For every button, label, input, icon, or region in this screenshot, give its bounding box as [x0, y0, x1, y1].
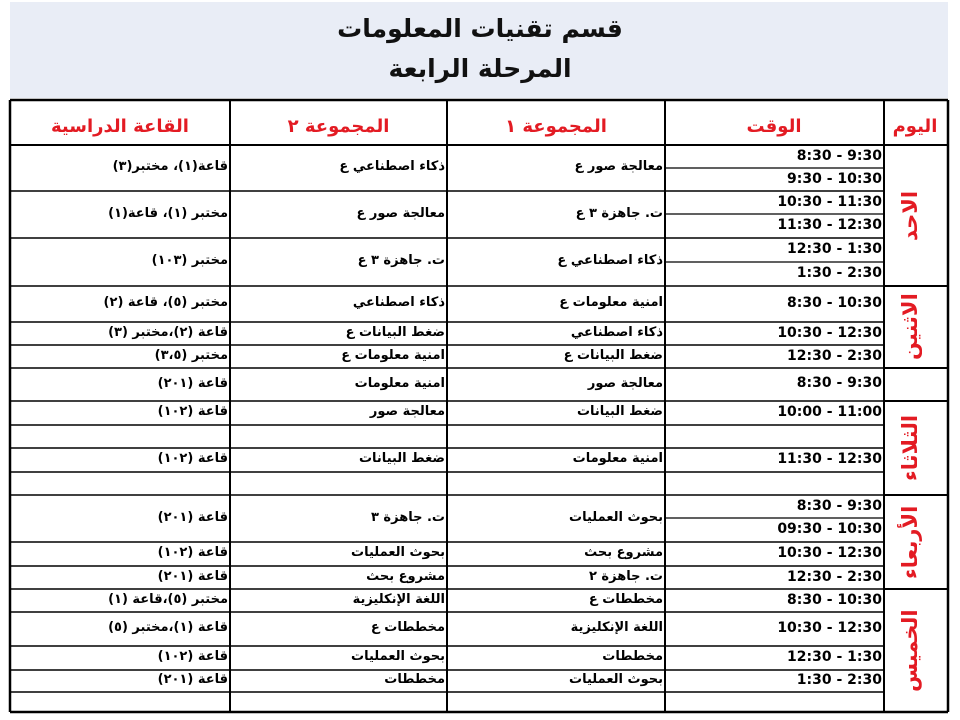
group2-course: مخططات ع: [370, 620, 445, 635]
time-slot: 8:30 - 9:30: [796, 375, 882, 391]
group1-course: ذكاء اصطناعي ع: [557, 253, 663, 268]
time-slot: 10:30 - 12:30: [777, 545, 882, 561]
time-slot: 09:30 - 10:30: [777, 521, 882, 537]
classroom: قاعة (١)،مختبر (٥): [108, 620, 228, 635]
classroom: قاعة (٢)،مختبر (٣): [108, 325, 228, 340]
group1-course: ذكاء اصطناعي: [570, 325, 663, 340]
group1-course: اللغة الإنكليزية: [570, 620, 663, 635]
group1-course: ت. جاهزة ٢: [588, 569, 663, 584]
group1-course: امنية معلومات ع: [559, 295, 663, 310]
group1-course: بحوث العمليات: [569, 672, 663, 687]
group2-course: ذكاء اصطناعي: [352, 295, 445, 310]
column-header-group2: المجموعة ٢: [287, 116, 390, 137]
time-slot: 11:30 - 12:30: [777, 451, 882, 467]
day-label: الأربعاء: [898, 505, 922, 579]
group1-course: ت. جاهزة ٣ ع: [575, 206, 663, 221]
group1-course: مخططات ع: [588, 592, 663, 607]
time-slot: 8:30 - 9:30: [796, 148, 882, 164]
time-slot: 9:30 - 10:30: [787, 171, 882, 187]
time-slot: 10:30 - 12:30: [777, 620, 882, 636]
group2-course: معالجة صور: [369, 404, 445, 419]
group2-course: مشروع بحث: [366, 569, 445, 584]
group1-course: ضغط البيانات: [576, 404, 663, 419]
time-slot: 10:30 - 11:30: [777, 194, 882, 210]
classroom: قاعة (١٠٢): [157, 649, 228, 664]
classroom: مختبر (١)، قاعة(١): [108, 206, 228, 221]
classroom: قاعة (٢٠١): [157, 510, 228, 525]
group1-course: مشروع بحث: [584, 545, 663, 560]
time-slot: 1:30 - 2:30: [796, 265, 882, 281]
group2-course: معالجة صور ع: [356, 206, 445, 221]
group2-course: ت. جاهزة ٣ ع: [357, 253, 445, 268]
time-slot: 12:30 - 1:30: [787, 649, 882, 665]
classroom: قاعة (١٠٢): [157, 545, 228, 560]
time-slot: 8:30 - 10:30: [787, 295, 882, 311]
group1-course: ضغط البيانات ع: [563, 348, 663, 363]
day-label: الثلاثاء: [898, 414, 922, 482]
group1-course: بحوث العمليات: [569, 510, 663, 525]
page-subtitle: المرحلة الرابعة: [388, 54, 572, 83]
time-slot: 12:30 - 1:30: [787, 241, 882, 257]
classroom: مختبر (٥)، قاعة (٢): [103, 295, 228, 310]
column-header-time: الوقت: [746, 116, 802, 137]
column-header-day: اليوم: [892, 116, 938, 137]
time-slot: 12:30 - 2:30: [787, 569, 882, 585]
time-slot: 8:30 - 9:30: [796, 498, 882, 514]
classroom: قاعة (٢٠١): [157, 672, 228, 687]
classroom: قاعة (١٠٢): [157, 404, 228, 419]
column-header-room: القاعة الدراسية: [51, 116, 189, 137]
group1-course: معالجة صور ع: [574, 159, 663, 174]
time-slot: 8:30 - 10:30: [787, 592, 882, 608]
day-label: الاحد: [898, 190, 922, 241]
group2-course: ضغط البيانات ع: [345, 325, 445, 340]
classroom: مختبر (٥)،قاعة (١): [108, 592, 228, 607]
group2-course: بحوث العمليات: [351, 649, 445, 664]
group2-course: بحوث العمليات: [351, 545, 445, 560]
group1-course: معالجة صور: [587, 376, 663, 391]
time-slot: 12:30 - 2:30: [787, 348, 882, 364]
group2-course: امنية معلومات ع: [341, 348, 445, 363]
group1-course: مخططات: [602, 649, 663, 664]
column-header-group1: المجموعة ١: [505, 116, 607, 137]
classroom: مختبر (١٠٣): [151, 253, 228, 268]
time-slot: 1:30 - 2:30: [796, 672, 882, 688]
classroom: مختبر (٣،٥): [154, 348, 228, 363]
day-label: الخميس: [898, 609, 922, 692]
group1-course: امنية معلومات: [572, 451, 663, 466]
group2-course: ذكاء اصطناعي ع: [339, 159, 445, 174]
classroom: قاعة(١)، مختبر(٣): [112, 159, 228, 174]
page-title: قسم تقنيات المعلومات: [337, 14, 623, 43]
group2-course: امنية معلومات: [354, 376, 445, 391]
group2-course: اللغة الإنكليزية: [352, 592, 445, 607]
group2-course: ضغط البيانات: [358, 451, 445, 466]
time-slot: 10:00 - 11:00: [777, 404, 882, 420]
group2-course: ت. جاهزة ٣: [370, 510, 445, 525]
classroom: قاعة (٢٠١): [157, 569, 228, 584]
day-label: الاثنين: [898, 293, 922, 361]
time-slot: 11:30 - 12:30: [777, 217, 882, 233]
classroom: قاعة (٢٠١): [157, 376, 228, 391]
group2-course: مخططات: [384, 672, 445, 687]
time-slot: 10:30 - 12:30: [777, 325, 882, 341]
classroom: قاعة (١٠٢): [157, 451, 228, 466]
